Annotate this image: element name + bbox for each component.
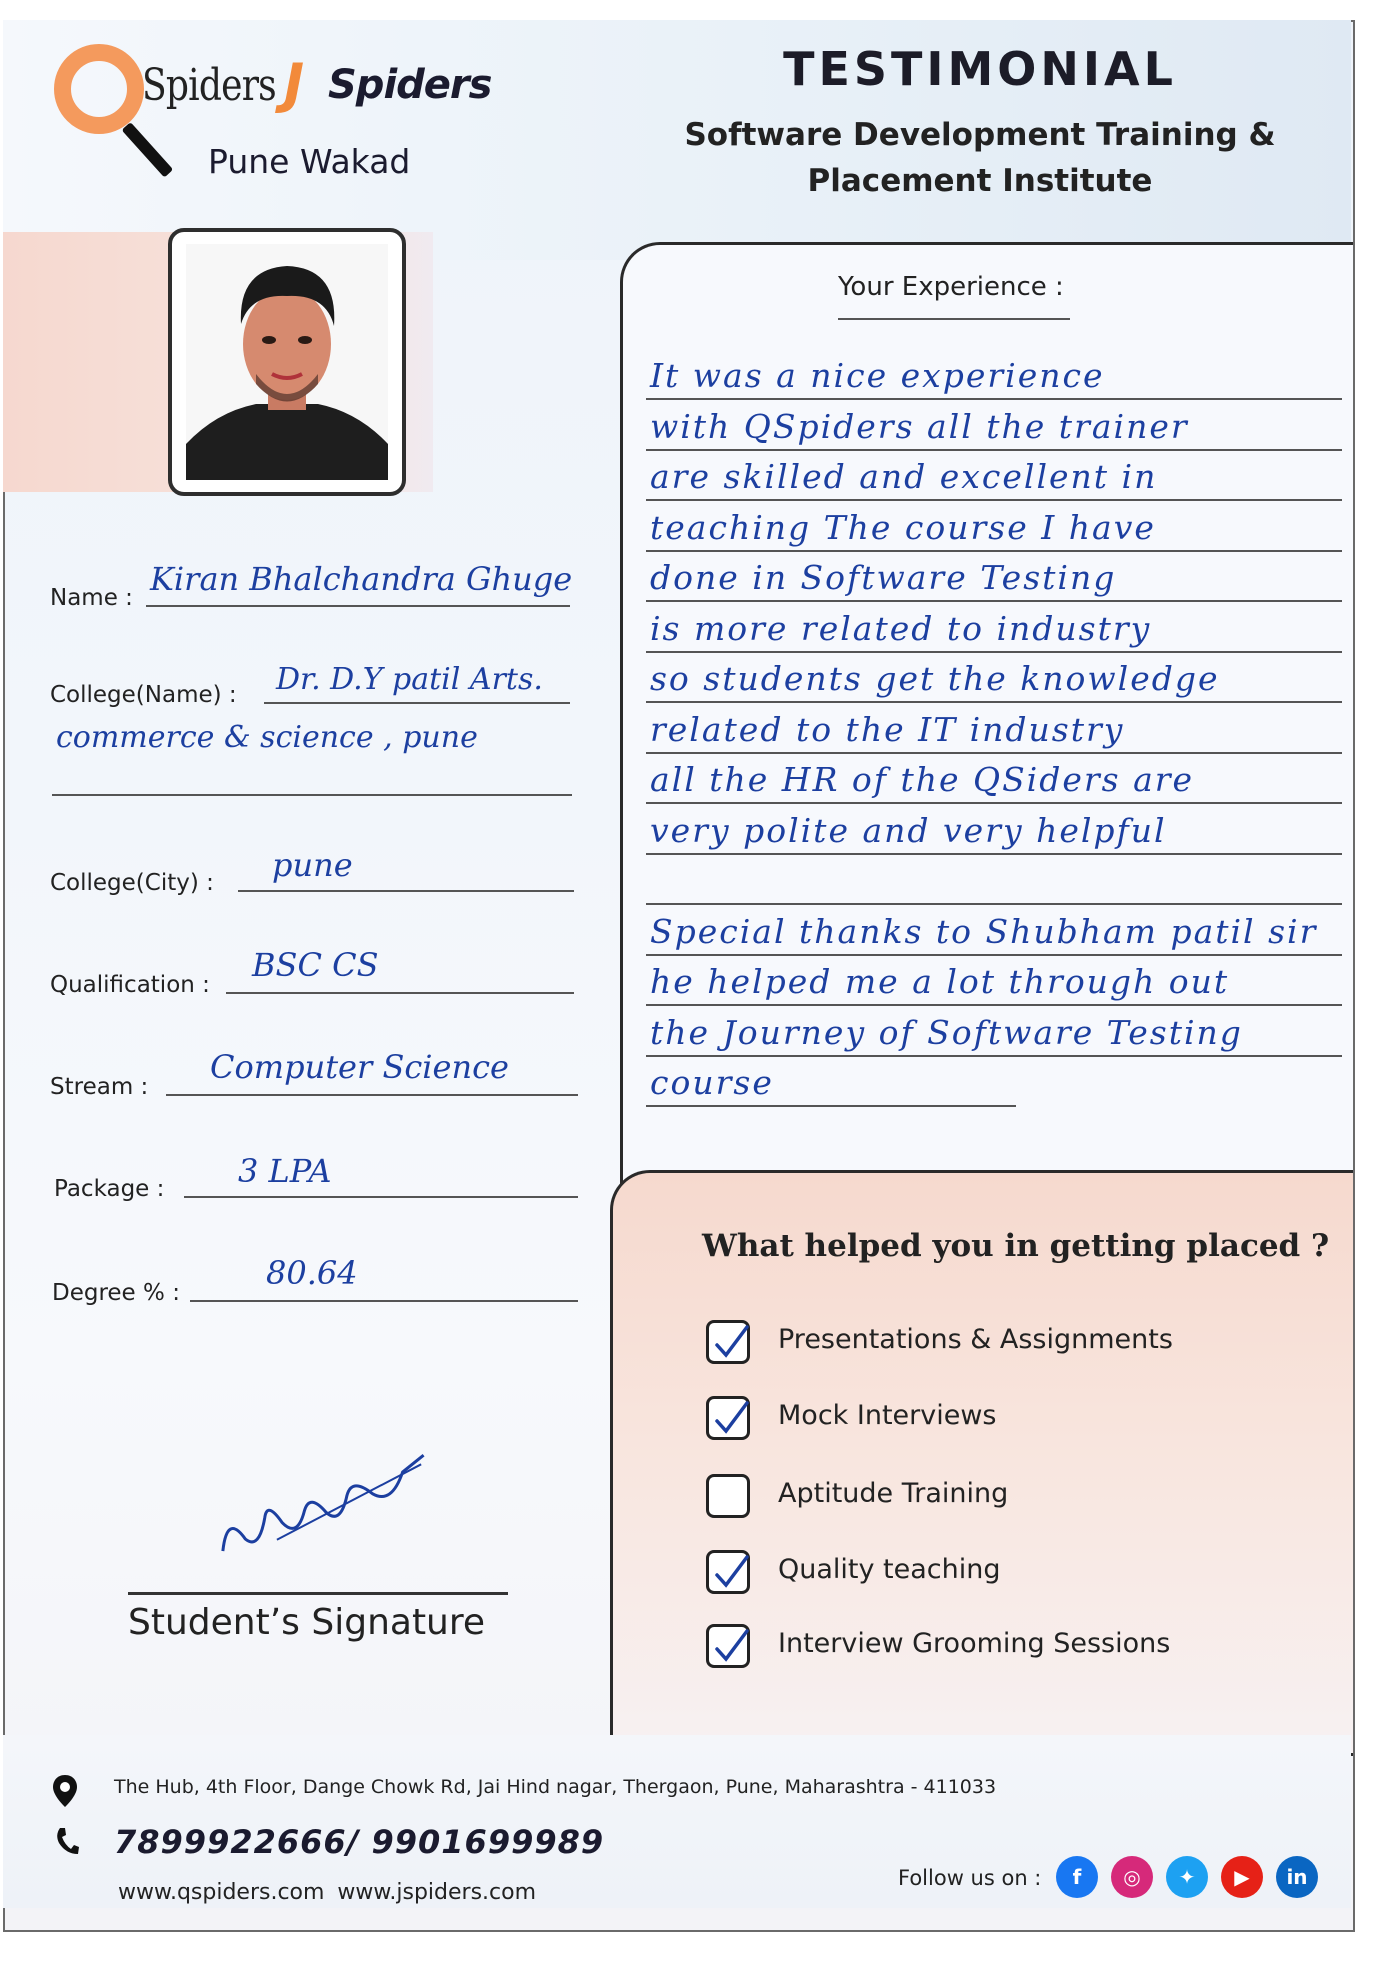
youtube-icon[interactable]: ▶ bbox=[1221, 1856, 1263, 1898]
option-checkbox[interactable] bbox=[706, 1396, 750, 1440]
experience-line-text: It was a nice experience bbox=[650, 356, 1105, 395]
option-checkbox[interactable] bbox=[706, 1624, 750, 1668]
facebook-icon[interactable]: f bbox=[1056, 1856, 1098, 1898]
college-city-label: College(City) : bbox=[50, 870, 214, 896]
college-name-value-2: commerce & science , pune bbox=[56, 720, 478, 755]
placement-help-title: What helped you in getting placed ? bbox=[702, 1228, 1330, 1264]
experience-rule-line bbox=[646, 1105, 1016, 1107]
experience-rule-line bbox=[646, 752, 1342, 754]
experience-line-text: course bbox=[650, 1063, 774, 1102]
q-logo-tail bbox=[122, 122, 174, 178]
package-line bbox=[184, 1196, 578, 1198]
branch-name: Pune Wakad bbox=[208, 142, 411, 181]
stream-value: Computer Science bbox=[210, 1048, 509, 1086]
option-label: Interview Grooming Sessions bbox=[778, 1628, 1171, 1659]
experience-rule-line bbox=[646, 701, 1342, 703]
experience-rule-line bbox=[646, 600, 1342, 602]
college-name-line-2 bbox=[52, 794, 572, 796]
experience-rule-line bbox=[646, 1055, 1342, 1057]
option-label: Presentations & Assignments bbox=[778, 1324, 1173, 1355]
q-logo-ring bbox=[54, 44, 144, 134]
experience-line-text: are skilled and excellent in bbox=[650, 457, 1158, 496]
experience-line-text: Special thanks to Shubham patil sir bbox=[650, 911, 1318, 951]
experience-rule-line bbox=[646, 903, 1342, 905]
signature-line bbox=[128, 1592, 508, 1595]
experience-line-text: very polite and very helpful bbox=[650, 810, 1167, 850]
experience-rule-line bbox=[646, 651, 1342, 653]
qualification-value: BSC CS bbox=[252, 946, 379, 984]
location-pin-icon bbox=[52, 1774, 78, 1812]
check-mark-icon bbox=[711, 1323, 751, 1363]
twitter-icon[interactable]: ✦ bbox=[1166, 1856, 1208, 1898]
college-city-line bbox=[238, 890, 574, 892]
experience-line-text: so students get the knowledge bbox=[650, 659, 1220, 698]
jspiders-j-mark: J bbox=[284, 52, 305, 115]
jspiders-wordmark: Spiders bbox=[328, 62, 492, 108]
experience-line-text: all the HR of the QSiders are bbox=[650, 760, 1195, 799]
experience-line-text: the Journey of Software Testing bbox=[650, 1012, 1243, 1052]
qspiders-jspiders-logo bbox=[48, 30, 508, 190]
experience-rule-line bbox=[646, 853, 1342, 855]
linkedin-icon[interactable]: in bbox=[1276, 1856, 1318, 1898]
name-value: Kiran Bhalchandra Ghuge bbox=[150, 560, 573, 598]
experience-rule-line bbox=[646, 398, 1342, 400]
follow-us-label: Follow us on : bbox=[898, 1866, 1042, 1890]
experience-line-text: he helped me a lot through out bbox=[650, 962, 1230, 1001]
option-label: Quality teaching bbox=[778, 1554, 1001, 1585]
option-label: Aptitude Training bbox=[778, 1478, 1009, 1509]
experience-line-text: done in Software Testing bbox=[650, 558, 1117, 597]
qualification-label: Qualification : bbox=[50, 972, 210, 998]
qualification-line bbox=[226, 992, 574, 994]
option-checkbox[interactable] bbox=[706, 1320, 750, 1364]
signature-label: Student’s Signature bbox=[128, 1602, 486, 1643]
package-value: 3 LPA bbox=[238, 1152, 332, 1190]
student-photo-frame bbox=[168, 228, 406, 496]
experience-line-text: is more related to industry bbox=[650, 608, 1152, 648]
student-photo bbox=[186, 244, 388, 480]
check-mark-icon bbox=[711, 1553, 751, 1593]
option-label: Mock Interviews bbox=[778, 1400, 997, 1431]
experience-heading: Your Experience : bbox=[838, 272, 1064, 302]
footer-websites[interactable]: www.qspiders.com www.jspiders.com bbox=[118, 1880, 537, 1905]
option-checkbox[interactable] bbox=[706, 1474, 750, 1518]
footer-phone[interactable]: 7899922666/ 9901699989 bbox=[114, 1823, 605, 1861]
degree-label: Degree % : bbox=[52, 1280, 180, 1306]
experience-heading-underline bbox=[838, 318, 1070, 320]
phone-icon bbox=[54, 1826, 80, 1860]
check-mark-icon bbox=[711, 1399, 751, 1439]
experience-rule-line bbox=[646, 1004, 1342, 1006]
check-mark-icon bbox=[711, 1627, 751, 1667]
subtitle-line-1: Software Development Training & bbox=[684, 117, 1276, 153]
college-name-line bbox=[264, 702, 570, 704]
experience-line-text: related to the IT industry bbox=[650, 709, 1125, 749]
name-line bbox=[146, 605, 570, 607]
subtitle-line-2: Placement Institute bbox=[807, 163, 1153, 199]
college-city-value: pune bbox=[272, 846, 353, 884]
college-name-label: College(Name) : bbox=[50, 682, 237, 708]
degree-line bbox=[190, 1300, 578, 1302]
page-subtitle bbox=[650, 112, 1310, 204]
instagram-icon[interactable]: ◎ bbox=[1111, 1856, 1153, 1898]
experience-rule-line bbox=[646, 802, 1342, 804]
package-label: Package : bbox=[54, 1176, 165, 1202]
stream-line bbox=[166, 1094, 578, 1096]
experience-rule-line bbox=[646, 449, 1342, 451]
experience-line-text: teaching The course I have bbox=[650, 507, 1156, 547]
option-checkbox[interactable] bbox=[706, 1550, 750, 1594]
footer-address: The Hub, 4th Floor, Dange Chowk Rd, Jai Hind nagar, Thergaon, Pune, Maharashtra - 411033 bbox=[114, 1776, 997, 1798]
experience-line-text: with QSpiders all the trainer bbox=[650, 406, 1189, 446]
degree-value: 80.64 bbox=[266, 1254, 358, 1292]
page-title: TESTIMONIAL bbox=[783, 42, 1177, 96]
stream-label: Stream : bbox=[50, 1074, 149, 1100]
experience-rule-line bbox=[646, 550, 1342, 552]
college-name-value-1: Dr. D.Y patil Arts. bbox=[276, 662, 543, 697]
name-label: Name : bbox=[50, 585, 133, 611]
qspiders-wordmark: Spiders bbox=[142, 60, 276, 111]
experience-rule-line bbox=[646, 954, 1342, 956]
experience-rule-line bbox=[646, 499, 1342, 501]
